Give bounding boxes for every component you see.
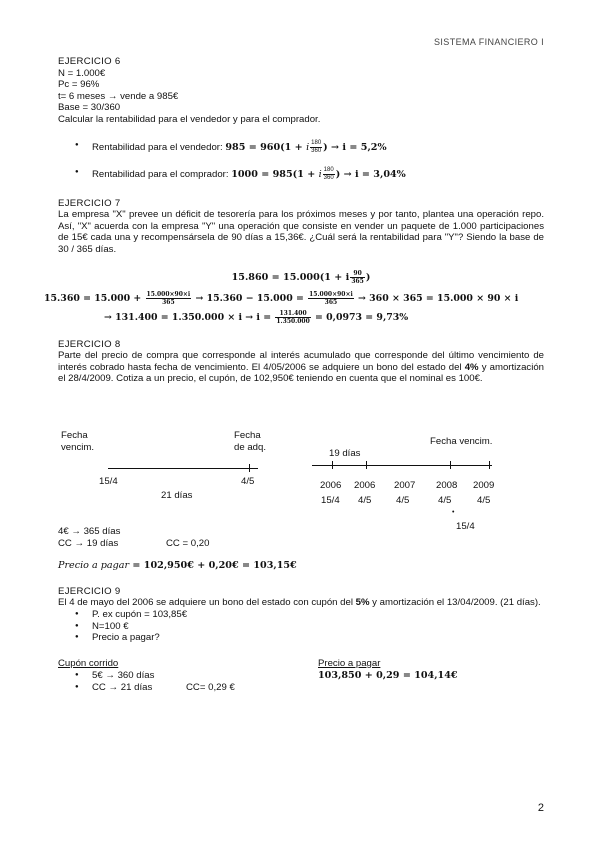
tl2-date: 4/5 [438,495,452,506]
ex6-b1-eq-right: ) → i = 5,2% [323,141,387,153]
tl2-dot: • [452,509,455,516]
ex6-b2-fraction: $\frac{180}{360}$ [323,166,334,181]
running-header: SISTEMA FINANCIERO I [433,37,544,47]
tl2-tick [332,461,333,469]
tl2-year: 2006 [320,480,342,491]
ex8-calc-line: 4€ → 365 días [58,526,121,537]
tl2-year: 2006 [354,480,376,491]
ex7-equation-3: → 131.400 = 1.350.000 × i → i = $\frac{131.400}{1.350.000}$ = 0,0973 = 9,73% [104,309,409,325]
tl1-tick-end [249,464,250,472]
ex9-pp-title: Precio a pagar [318,657,381,669]
ex6-b1-label: Rentabilidad para el vendedor: [92,141,223,153]
ex6-line: Calcular la rentabilidad para el vendedor y para el comprador. [58,113,321,125]
ex6-line: Base = 30/360 [58,102,121,114]
tl2-tick [489,461,490,469]
ex6-b2-label: Rentabilidad para el comprador: [92,168,229,180]
ex8-calc-line: CC → 19 días CC = 0,20 [58,537,210,549]
ex8-price-eq: Precio a pagar = 102,950€ + 0,20€ = 103,15€ [58,560,297,572]
timeline-1 [58,428,288,508]
ex6-b1-fraction: $\frac{180}{360}$ [311,139,322,154]
ex9-body: El 4 de mayo del 2006 se adquiere un bono del estado con cupón del 5% y amortización el 13/04/2009. (21 días). [58,597,541,609]
ex6-b1-eq-left: 985 = 960(1 + [225,141,307,153]
tl2-date: 15/4 [321,495,340,506]
ex9-title: EJERCICIO 9 [58,585,121,597]
ex6-b2-eq-left: 1000 = 985(1 + [231,168,319,180]
tl2-date: 4/5 [477,495,491,506]
ex9-cc-result: CC= 0,29 € [186,681,235,693]
tl2-year: 2007 [394,480,416,491]
tl2-date: 4/5 [396,495,410,506]
tl2-tick [366,461,367,469]
tl1-fecha-vencim: Fecha vencim. [61,430,95,453]
ex6-b2-eq-right: ) → i = 3,04% [335,168,406,180]
ex9-item: ● N=100 € [58,621,544,633]
ex7-title: EJERCICIO 7 [58,197,121,209]
ex6-title: EJERCICIO 6 [58,56,121,67]
tl2-days: 19 días [329,448,361,459]
tl2-year: 2008 [436,480,458,491]
tl2-axis [312,465,492,466]
ex8-title: EJERCICIO 8 [58,338,121,350]
tl2-date: 4/5 [358,495,372,506]
tl1-date-start: 15/4 [99,476,118,487]
ex8-calcs [58,526,544,706]
ex6-line: Pc = 96% [58,79,100,91]
ex8-body: Parte del precio de compra que corresponde al interés acumulado que corresponde del último vencimiento de interés cobrado hasta fecha de vencimiento. El 4/05/2006 se adquiere un bono del estado del 4% y amortización el 28/4/2009. Cotiza a un precio, el cupón, de 102,950€ teniendo en cuenta que el nominal es 100€. [58,350,544,385]
page-content [44,56,544,385]
tl1-days: 21 días [161,490,193,501]
page-number: 2 [537,802,544,815]
ex6-line: N = 1.000€ [58,67,106,79]
ex7-body: La empresa "X" prevee un déficit de tesorería para los próximos meses y por tanto, plantea una operación repo. Así, "X" acuerda con la empresa "Y" una operación que consiste en vender un paquete de 1.000 participaciones de 15€ cada una y recompensársela de 90 días a 15,36€. ¿Cuál será la rentabilidad para "Y"? Siendo la base de 30 / 365 días. [58,209,544,255]
tl1-axis [108,468,258,469]
ex9-item: ● Precio a pagar? [58,632,544,644]
ex9-pp-eq: 103,850 + 0,29 = 104,14€ [318,669,458,681]
ex9-cc-item: ● 5€ → 360 días [58,670,154,682]
tl2-year: 2009 [473,480,495,491]
tl1-date-end: 4/5 [241,476,255,487]
ex7-equation-1: 15.860 = 15.000(1 + i $\frac{90}{365}$ ) [231,269,371,285]
tl2-tick [450,461,451,469]
ex6-bullet-seller: ● Rentabilidad para el vendedor: 985 = 960(1 + i $\frac{180}{360}$ ) → i = 5,2% [58,140,544,155]
tl2-fecha-vencim: Fecha vencim. [430,436,493,447]
ex6-bullet-buyer: ● Rentabilidad para el comprador: 1000 = 985(1 + i $\frac{180}{360}$ ) → i = 3,04% [58,167,544,182]
ex9-cc-item: ● CC → 21 días [58,682,152,694]
ex9-results [58,658,544,706]
ex8-cc-result: CC = 0,20 [166,537,210,549]
ex9-item: ● P. ex cupón = 103,85€ [58,609,544,621]
ex6-line: t= 6 meses → vende a 985€ [58,90,179,102]
tl1-fecha-adq: Fecha de adq. [234,430,267,453]
ex7-equation-2: 15.360 = 15.000 + $\frac{15.000\times 90\times i}{365}$ → 15.360 − 15.000 = $\frac{15.000\times 90\times i}{365}$ → 360 × 365 = 15.000 × 90 × i [44,290,519,306]
ex9-cc-title: Cupón corrido [58,657,119,669]
timeline-2 [312,428,512,532]
tl2-below-date: 15/4 [456,521,475,532]
